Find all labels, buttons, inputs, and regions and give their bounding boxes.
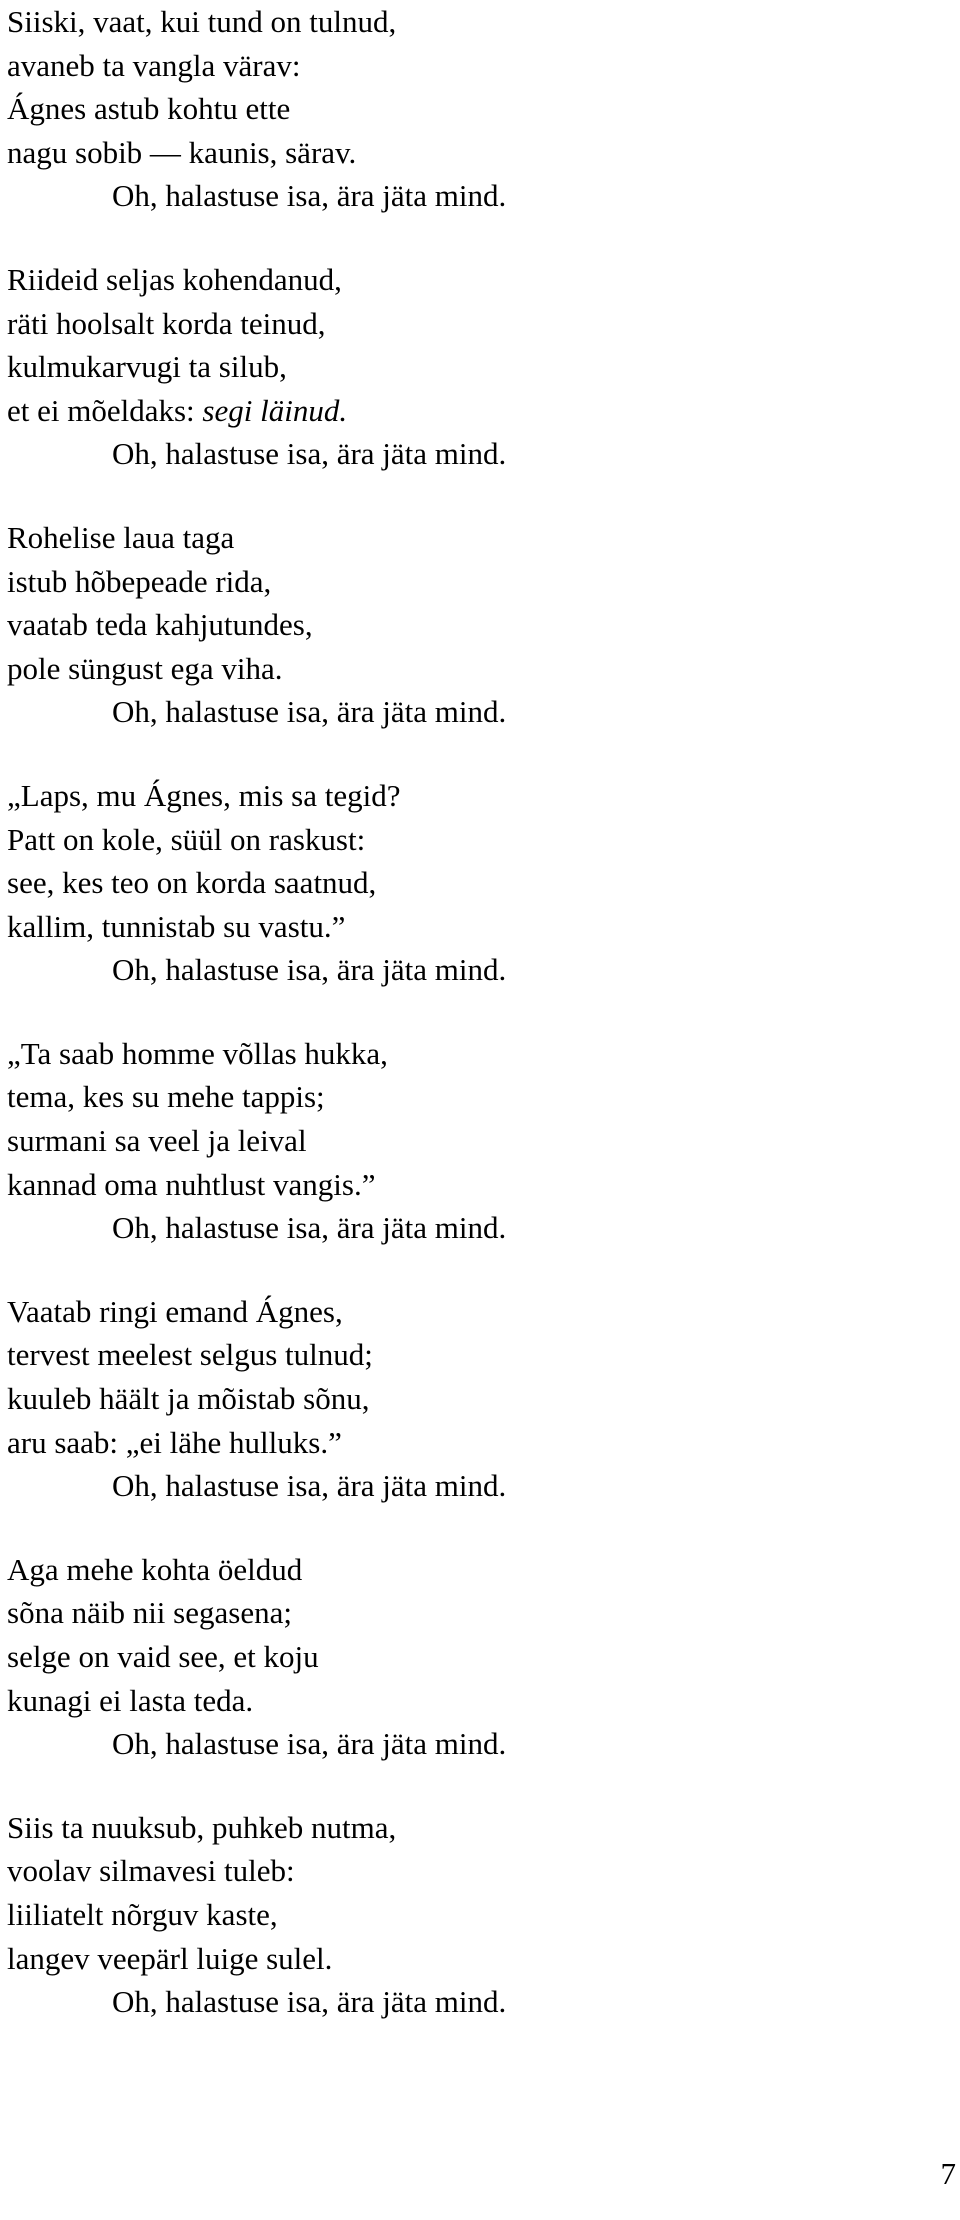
- poem-line: kallim, tunnistab su vastu.”: [7, 908, 346, 944]
- refrain-line: Oh, halastuse isa, ära jäta mind.: [112, 1984, 507, 2020]
- stanza-4: [7, 774, 937, 992]
- poem-line: see, kes teo on korda saatnud,: [7, 865, 377, 901]
- stanza-6: [7, 1290, 937, 1508]
- poem-line: sõna näib nii segasena;: [7, 1595, 292, 1631]
- poem-line: räti hoolsalt korda teinud,: [7, 305, 326, 341]
- refrain-line: Oh, halastuse isa, ära jäta mind.: [112, 1468, 507, 1504]
- poem-line: kulmukarvugi ta silub,: [7, 349, 287, 385]
- poem-line: surmani sa veel ja leival: [7, 1123, 307, 1159]
- stanza-8: [7, 1806, 937, 2024]
- poem-line: „Laps, mu Ágnes, mis sa tegid?: [7, 777, 401, 813]
- poem-line: tema, kes su mehe tappis;: [7, 1079, 325, 1115]
- poem-line: liiliatelt nõrguv kaste,: [7, 1896, 278, 1932]
- refrain-line: Oh, halastuse isa, ära jäta mind.: [112, 436, 507, 472]
- page-number: 7: [940, 2156, 956, 2191]
- poem-line: vaatab teda kahjutundes,: [7, 607, 313, 643]
- poem-line: Patt on kole, süül on raskust:: [7, 821, 366, 857]
- stanza-7: [7, 1548, 937, 1766]
- refrain-line: Oh, halastuse isa, ära jäta mind.: [112, 1726, 507, 1762]
- poem-line: selge on vaid see, et koju: [7, 1639, 319, 1674]
- poem-line: istub hõbepeade rida,: [7, 563, 272, 599]
- poem-line: Riideid seljas kohendanud,: [7, 261, 342, 297]
- stanza-5: [7, 1032, 937, 1250]
- stanza-2: [7, 258, 937, 476]
- poem-line: tervest meelest selgus tulnud;: [7, 1337, 373, 1373]
- poem-line: kunagi ei lasta teda.: [7, 1682, 254, 1718]
- refrain-line: Oh, halastuse isa, ära jäta mind.: [112, 178, 507, 214]
- poem-line: Ágnes astub kohtu ette: [7, 91, 291, 127]
- poem-line: Vaatab ringi emand Ágnes,: [7, 1293, 343, 1329]
- poem-line: Siiski, vaat, kui tund on tulnud,: [7, 4, 397, 39]
- poem-line: Siis ta nuuksub, puhkeb nutma,: [7, 1809, 397, 1845]
- poem-line: kannad oma nuhtlust vangis.”: [7, 1166, 376, 1202]
- poem-line: Rohelise laua taga: [7, 519, 235, 555]
- poem-line: avaneb ta vangla värav:: [7, 47, 301, 83]
- poem-line: nagu sobib — kaunis, särav.: [7, 134, 357, 170]
- poem-line: voolav silmavesi tuleb:: [7, 1853, 295, 1889]
- refrain-line: Oh, halastuse isa, ära jäta mind.: [112, 1210, 507, 1246]
- refrain-line: Oh, halastuse isa, ära jäta mind.: [112, 694, 507, 730]
- poem-line: aru saab: „ei lähe hulluks.”: [7, 1424, 342, 1460]
- poem: [7, 0, 937, 2064]
- poem-line: langev veepärl luige sulel.: [7, 1940, 333, 1976]
- poem-line: „Ta saab homme võllas hukka,: [7, 1035, 388, 1071]
- italic-phrase: segi läinud.: [202, 392, 348, 428]
- poem-line-text: et ei mõeldaks:: [7, 392, 203, 428]
- stanza-1: [7, 0, 937, 218]
- poem-line: kuuleb häält ja mõistab sõnu,: [7, 1381, 370, 1417]
- poem-line: [7, 389, 937, 433]
- poem-line: Aga mehe kohta öeldud: [7, 1551, 303, 1587]
- stanza-3: [7, 516, 937, 734]
- poem-line: pole süngust ega viha.: [7, 650, 283, 686]
- refrain-line: Oh, halastuse isa, ära jäta mind.: [112, 952, 507, 988]
